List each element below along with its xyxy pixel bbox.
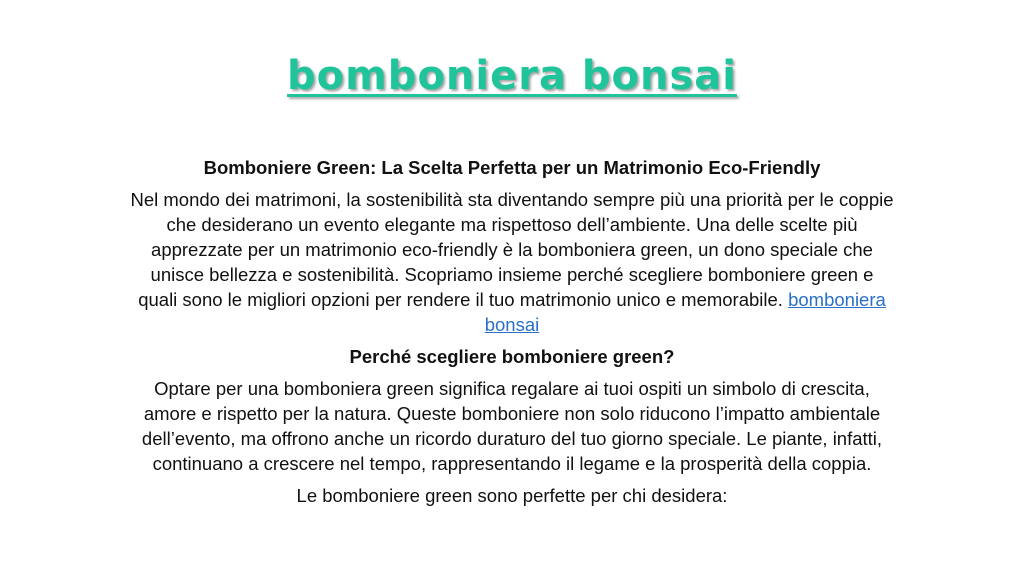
heading-why-green: Perché scegliere bomboniere green? bbox=[349, 346, 675, 367]
slide-title bbox=[0, 48, 1024, 104]
bomboniera-bonsai-link[interactable]: bomboniera bonsai bbox=[484, 289, 886, 335]
heading-green-bomboniere: Bomboniere Green: La Scelta Perfetta per un Matrimonio Eco-Friendly bbox=[203, 157, 821, 178]
paragraph-ideal-for: Le bomboniere green sono perfette per chi desidera: bbox=[296, 485, 728, 506]
paragraph-intro-text: Nel mondo dei matrimoni, la sostenibilità sta diventando sempre più una priorità per le coppie che desiderano un evento elegante ma rispettoso dell’ambiente. Una delle scelte più apprezzate per un matrimonio eco-friendly è la bomboniera green, un dono speciale che unisce bellezza e sostenibilità. Scopriamo insieme perché scegliere bomboniere green e quali sono le migliori opzioni per rendere il tuo matrimonio unico e memorabile. bbox=[130, 189, 894, 310]
paragraph-why-green: Optare per una bomboniera green significa regalare ai tuoi ospiti un simbolo di crescita, amore e rispetto per la natura. Queste bomboniere non solo riducono l’impatto ambientale dell’evento, ma offrono anche un ricordo duraturo del tuo giorno speciale. Le piante, infatti, continuano a crescere nel tempo, rappresentando il legame e la prosperità della coppia. bbox=[141, 378, 883, 474]
paragraph-intro bbox=[130, 187, 894, 337]
slide-title-text: bomboniera bonsai bbox=[287, 53, 737, 99]
slide-body bbox=[130, 155, 894, 515]
